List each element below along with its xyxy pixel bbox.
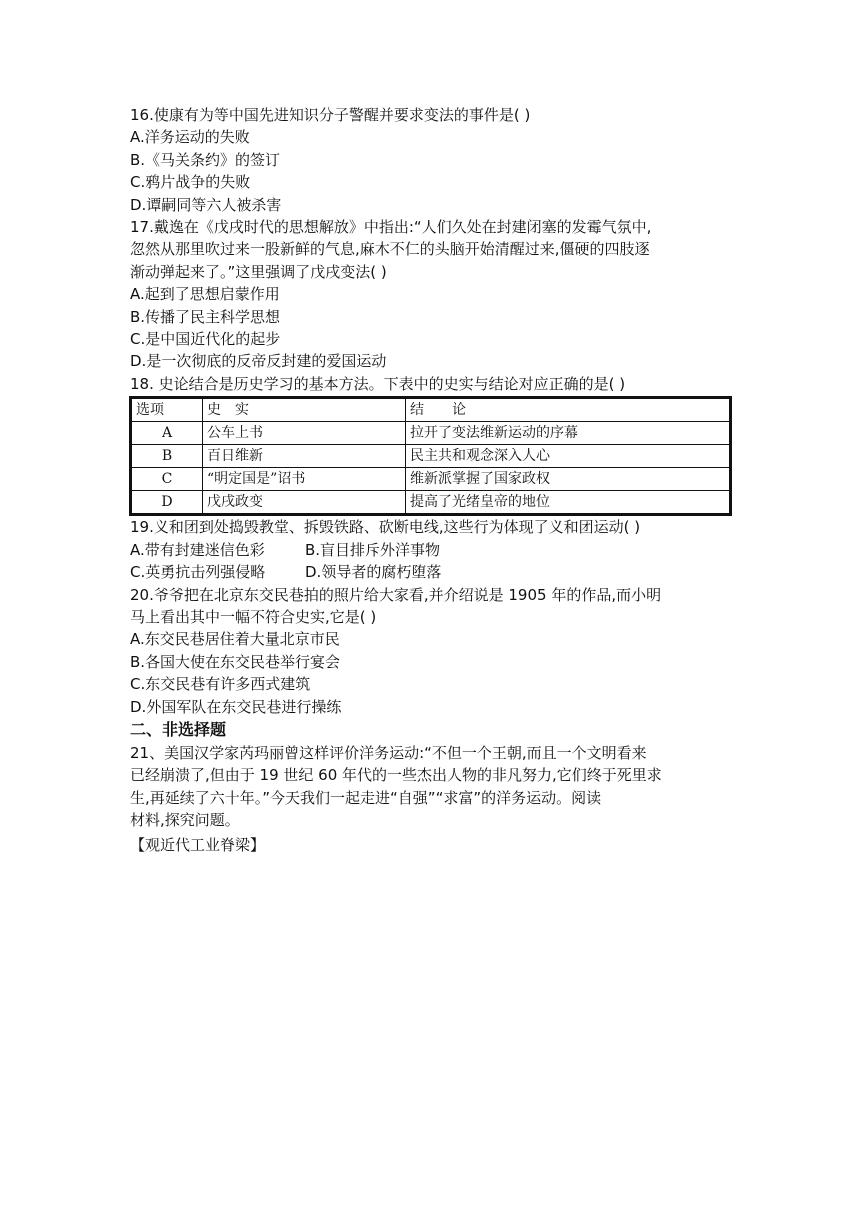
option-c: C.鸦片战争的失败 xyxy=(130,173,251,192)
table-cell-conclusion: 民主共和观念深入人心 xyxy=(406,445,731,468)
option-d: D.外国军队在东交民巷进行操练 xyxy=(130,697,342,716)
question-stem: 18. 史论结合是历史学习的基本方法。下表中的史实与结论对应正确的是( ) xyxy=(130,374,626,393)
table-cell-fact: “明定国是”诏书 xyxy=(203,468,406,491)
option-row xyxy=(130,561,740,583)
table-row xyxy=(131,491,731,515)
option-row xyxy=(130,539,740,561)
question-16 xyxy=(130,104,740,216)
document-page xyxy=(130,104,740,856)
table-cell-option: D xyxy=(131,491,203,515)
table-row xyxy=(131,468,731,491)
option-b: B.各国大使在东交民巷举行宴会 xyxy=(130,652,341,671)
question-stem-line: 17.戴逸在《戊戌时代的思想解放》中指出:“人们久处在封建闭塞的发霉气氛中, xyxy=(130,218,652,237)
question-para-line: 材料,探究问题。 xyxy=(130,811,240,830)
table-cell-fact: 百日维新 xyxy=(203,445,406,468)
option-b: B.传播了民主科学思想 xyxy=(130,307,281,326)
table-cell-conclusion: 维新派掌握了国家政权 xyxy=(406,468,731,491)
question-para-line: 已经崩溃了,但由于 19 世纪 60 年代的一些杰出人物的非凡努力,它们终于死里求 xyxy=(130,766,662,785)
question-stem-line: 马上看出其中一幅不符合史实,它是( ) xyxy=(130,607,377,626)
table-header-cell: 选项 xyxy=(131,398,203,422)
question-21 xyxy=(130,742,740,856)
table-cell-conclusion: 提高了光绪皇帝的地位 xyxy=(406,491,731,515)
option-d: D.领导者的腐朽堕落 xyxy=(305,563,442,582)
table-row xyxy=(131,422,731,445)
question-stem: 16.使康有为等中国先进知识分子警醒并要求变法的事件是( ) xyxy=(130,106,531,124)
question-stem-line: 20.爷爷把在北京东交民巷拍的照片给大家看,并介绍说是 1905 年的作品,而小明 xyxy=(130,585,662,604)
option-b: B.盲目排斥外洋事物 xyxy=(305,540,441,559)
option-b: B.《马关条约》的签订 xyxy=(130,150,281,169)
question-stem: 19.义和团到处捣毁教堂、拆毁铁路、砍断电线,这些行为体现了义和团运动( ) xyxy=(130,518,641,537)
option-d: D.谭嗣同等六人被杀害 xyxy=(130,195,282,214)
fact-conclusion-table xyxy=(129,396,732,516)
table-header-cell: 结 论 xyxy=(406,398,731,422)
option-d: D.是一次彻底的反帝反封建的爱国运动 xyxy=(130,352,387,371)
option-a: A.洋务运动的失败 xyxy=(130,128,250,147)
option-a: A.带有封建迷信色彩 xyxy=(130,540,265,559)
table-cell-option: A xyxy=(131,422,203,445)
table-header-row xyxy=(131,398,731,422)
table-header-cell: 史 实 xyxy=(203,398,406,422)
option-c: C.是中国近代化的起步 xyxy=(130,330,281,349)
section-heading: 二、非选择题 xyxy=(130,719,227,739)
table-row xyxy=(131,445,731,468)
question-19 xyxy=(130,516,740,583)
option-a: A.起到了思想启蒙作用 xyxy=(130,285,280,304)
table-cell-option: C xyxy=(131,468,203,491)
material-subheading: 【观近代工业脊梁】 xyxy=(130,835,266,854)
table-cell-fact: 公车上书 xyxy=(203,422,406,445)
option-c: C.英勇抗击列强侵略 xyxy=(130,563,266,582)
option-a: A.东交民巷居住着大量北京市民 xyxy=(130,630,340,649)
question-para-line: 生,再延续了六十年。”今天我们一起走进“自强”“求富”的洋务运动。阅读 xyxy=(130,788,602,807)
option-c: C.东交民巷有许多西式建筑 xyxy=(130,675,311,694)
question-stem-line: 忽然从那里吹过来一股新鲜的气息,麻木不仁的头脑开始清醒过来,僵硬的四肢逐 xyxy=(130,240,650,259)
table-cell-conclusion: 拉开了变法维新运动的序幕 xyxy=(406,422,731,445)
question-stem-line: 渐动弹起来了。”这里强调了戊戌变法( ) xyxy=(130,262,387,281)
question-18 xyxy=(130,373,740,516)
question-para-line: 21、美国汉学家芮玛丽曾这样评价洋务运动:“不但一个王朝,而且一个文明看来 xyxy=(130,743,647,762)
question-17 xyxy=(130,216,740,373)
table-cell-fact: 戊戌政变 xyxy=(203,491,406,515)
table-cell-option: B xyxy=(131,445,203,468)
question-20 xyxy=(130,584,740,718)
